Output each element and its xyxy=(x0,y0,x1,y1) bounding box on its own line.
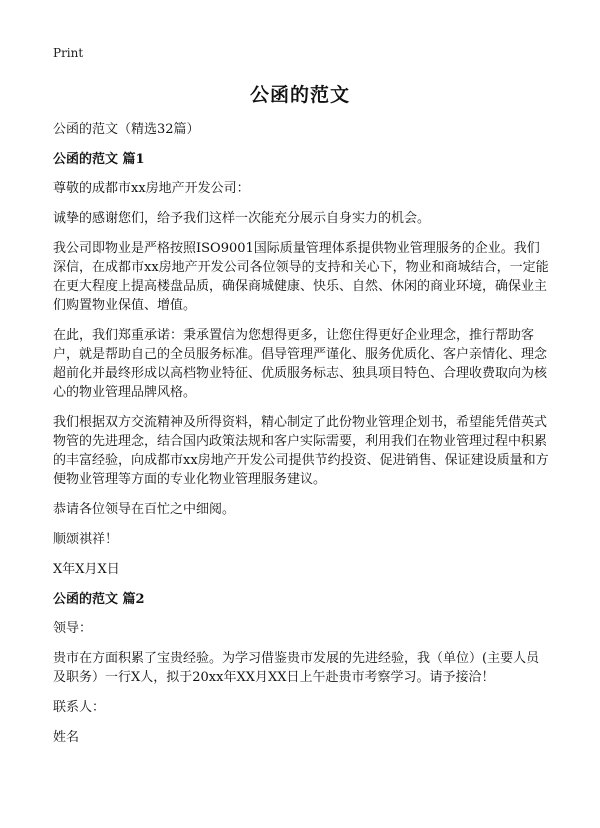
paragraph: 贵市在方面积累了宝贵经验。为学习借鉴贵市发展的先进经验，我（单位）(主要人员及职务）一行X人，拟于20xx年XX月XX日上午赴贵市考察学习。请予接洽！ xyxy=(53,651,540,685)
contact-label: 联系人： xyxy=(53,700,106,715)
section-heading-2: 公函的范文 篇2 xyxy=(53,592,145,607)
paragraph: 诚挚的感谢您们，给予我们这样一次能充分展示自身实力的机会。 xyxy=(53,211,431,226)
document-subtitle: 公函的范文（精选32篇） xyxy=(53,122,200,137)
date-line: X年X月X日 xyxy=(53,562,120,577)
document-body xyxy=(53,120,550,758)
section-heading-1: 公函的范文 篇1 xyxy=(53,152,145,167)
paragraph: 我们根据双方交流精神及所得资料，精心制定了此份物业管理企划书，希望能凭借英式物管的先进理念，结合国内政策法规和客户实际需要，利用我们在物业管理过程中积累的丰富经验，向成都市xx房地产开发公司提供节约投资、促进销售、保证建设质量和方便物业管理等方面的专业化物业管理服务建议。 xyxy=(53,415,549,487)
salutation: 尊敬的成都市xx房地产开发公司： xyxy=(53,181,250,196)
print-link[interactable]: Print xyxy=(53,46,84,60)
paragraph: 我公司即物业是严格按照ISO9001国际质量管理体系提供物业管理服务的企业。我们深信，在成都市xx房地产开发公司各位领导的支持和关心下，物业和商城结合，一定能在更大程度上提高楼盘品质，确保商城健康、快乐、自然、休闲的商业环境，确保业主们购置物业保值、增值。 xyxy=(53,241,549,313)
paragraph: 在此，我们郑重承诺：秉承置信为您想得更多，让您住得更好企业理念，推行帮助客户，就是帮助自己的全员服务标准。倡导管理严谨化、服务优质化、客户亲情化、理念超前化并最终形成以高档物业特征、优质服务标志、独具项目特色、合理收费取向为核心的物业管理品牌风格。 xyxy=(53,328,548,400)
name-label: 姓名 xyxy=(53,730,80,745)
closing: 顺颂祺祥！ xyxy=(53,532,119,547)
salutation: 领导： xyxy=(53,621,93,636)
page-title: 公函的范文 xyxy=(249,84,350,106)
paragraph: 恭请各位领导在百忙之中细阅。 xyxy=(53,502,236,517)
